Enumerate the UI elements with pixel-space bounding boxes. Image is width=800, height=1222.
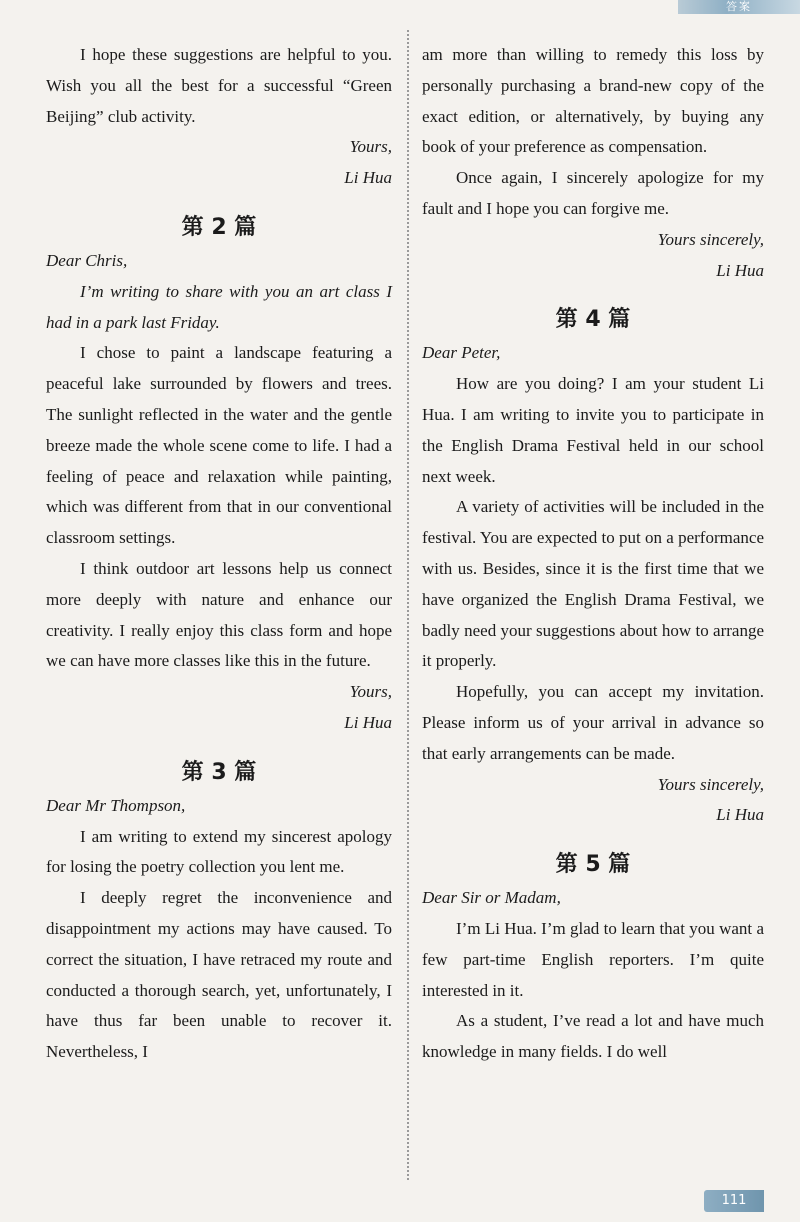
right-column xyxy=(422,40,764,1068)
column-divider xyxy=(407,30,409,1180)
section-tab: 答案 xyxy=(678,0,800,14)
salutation: Dear Chris, xyxy=(46,250,128,270)
paragraph: I chose to paint a landscape featuring a peaceful lake surrounded by flowers and trees. The sunlight reflected in the water and the gentle breeze made the whole scene come to life. I had a feeling of peace and relaxation while painting, which was different from that in our conventional classroom settings. xyxy=(46,343,392,548)
section-heading: 第 5 篇 xyxy=(555,852,631,878)
signature-closing: Yours, xyxy=(349,682,392,702)
paragraph: I think outdoor art lessons help us connect more deeply with nature and enhance our creativity. I really enjoy this class form and hope we can have more classes like this in the future. xyxy=(46,558,392,671)
page-number: 111 xyxy=(704,1190,764,1212)
paragraph: As a student, I’ve read a lot and have much knowledge in many fields. I do well xyxy=(422,1011,764,1062)
salutation: Dear Peter, xyxy=(422,343,501,363)
signature-name: Li Hua xyxy=(716,805,764,825)
signature-closing: Yours sincerely, xyxy=(657,774,764,794)
paragraph: Once again, I sincerely apologize for my fault and I hope you can forgive me. xyxy=(422,168,764,218)
salutation: Dear Mr Thompson, xyxy=(46,795,186,815)
signature-closing: Yours, xyxy=(349,137,392,157)
section-heading: 第 3 篇 xyxy=(181,759,257,785)
signature-closing: Yours sincerely, xyxy=(657,229,764,249)
paragraph: I’m Li Hua. I’m glad to learn that you want a few part-time English reporters. I’m quite interested in it. xyxy=(422,918,764,1000)
paragraph: I hope these suggestions are helpful to you. Wish you all the best for a successful “Green Beijing” club activity. xyxy=(46,45,392,126)
signature-name: Li Hua xyxy=(716,260,764,280)
paragraph: How are you doing? I am your student Li Hua. I am writing to invite you to participate in the English Drama Festival held in our school next week. xyxy=(422,374,764,486)
section-heading: 第 4 篇 xyxy=(555,307,631,333)
signature-name: Li Hua xyxy=(344,168,392,188)
paragraph: Hopefully, you can accept my invitation. Please inform us of your arrival in advance so that early arrangements can be made. xyxy=(422,682,764,763)
signature-name: Li Hua xyxy=(344,712,392,732)
paragraph: I’m writing to share with you an art class I had in a park last Friday. xyxy=(46,281,392,332)
paragraph: am more than willing to remedy this loss by personally purchasing a brand-new copy of the exact edition, or alternatively, by buying any book of your preference as compensation. xyxy=(422,45,764,157)
paragraph: A variety of activities will be included in the festival. You are expected to put on a performance with us. Besides, since it is the first time that we have organized the English Drama Festival, we badly need your suggestions about how to arrange it properly. xyxy=(422,497,764,671)
left-column xyxy=(46,40,392,1068)
salutation: Dear Sir or Madam, xyxy=(422,888,561,908)
section-heading: 第 2 篇 xyxy=(181,214,257,240)
paragraph: I am writing to extend my sincerest apology for losing the poetry collection you lent me. xyxy=(46,826,392,877)
paragraph: I deeply regret the inconvenience and disappointment my actions may have caused. To correct the situation, I have retraced my route and conducted a thorough search, yet, unfortunately, I have thus far been unable to recover it. Nevertheless, I xyxy=(46,888,392,1062)
